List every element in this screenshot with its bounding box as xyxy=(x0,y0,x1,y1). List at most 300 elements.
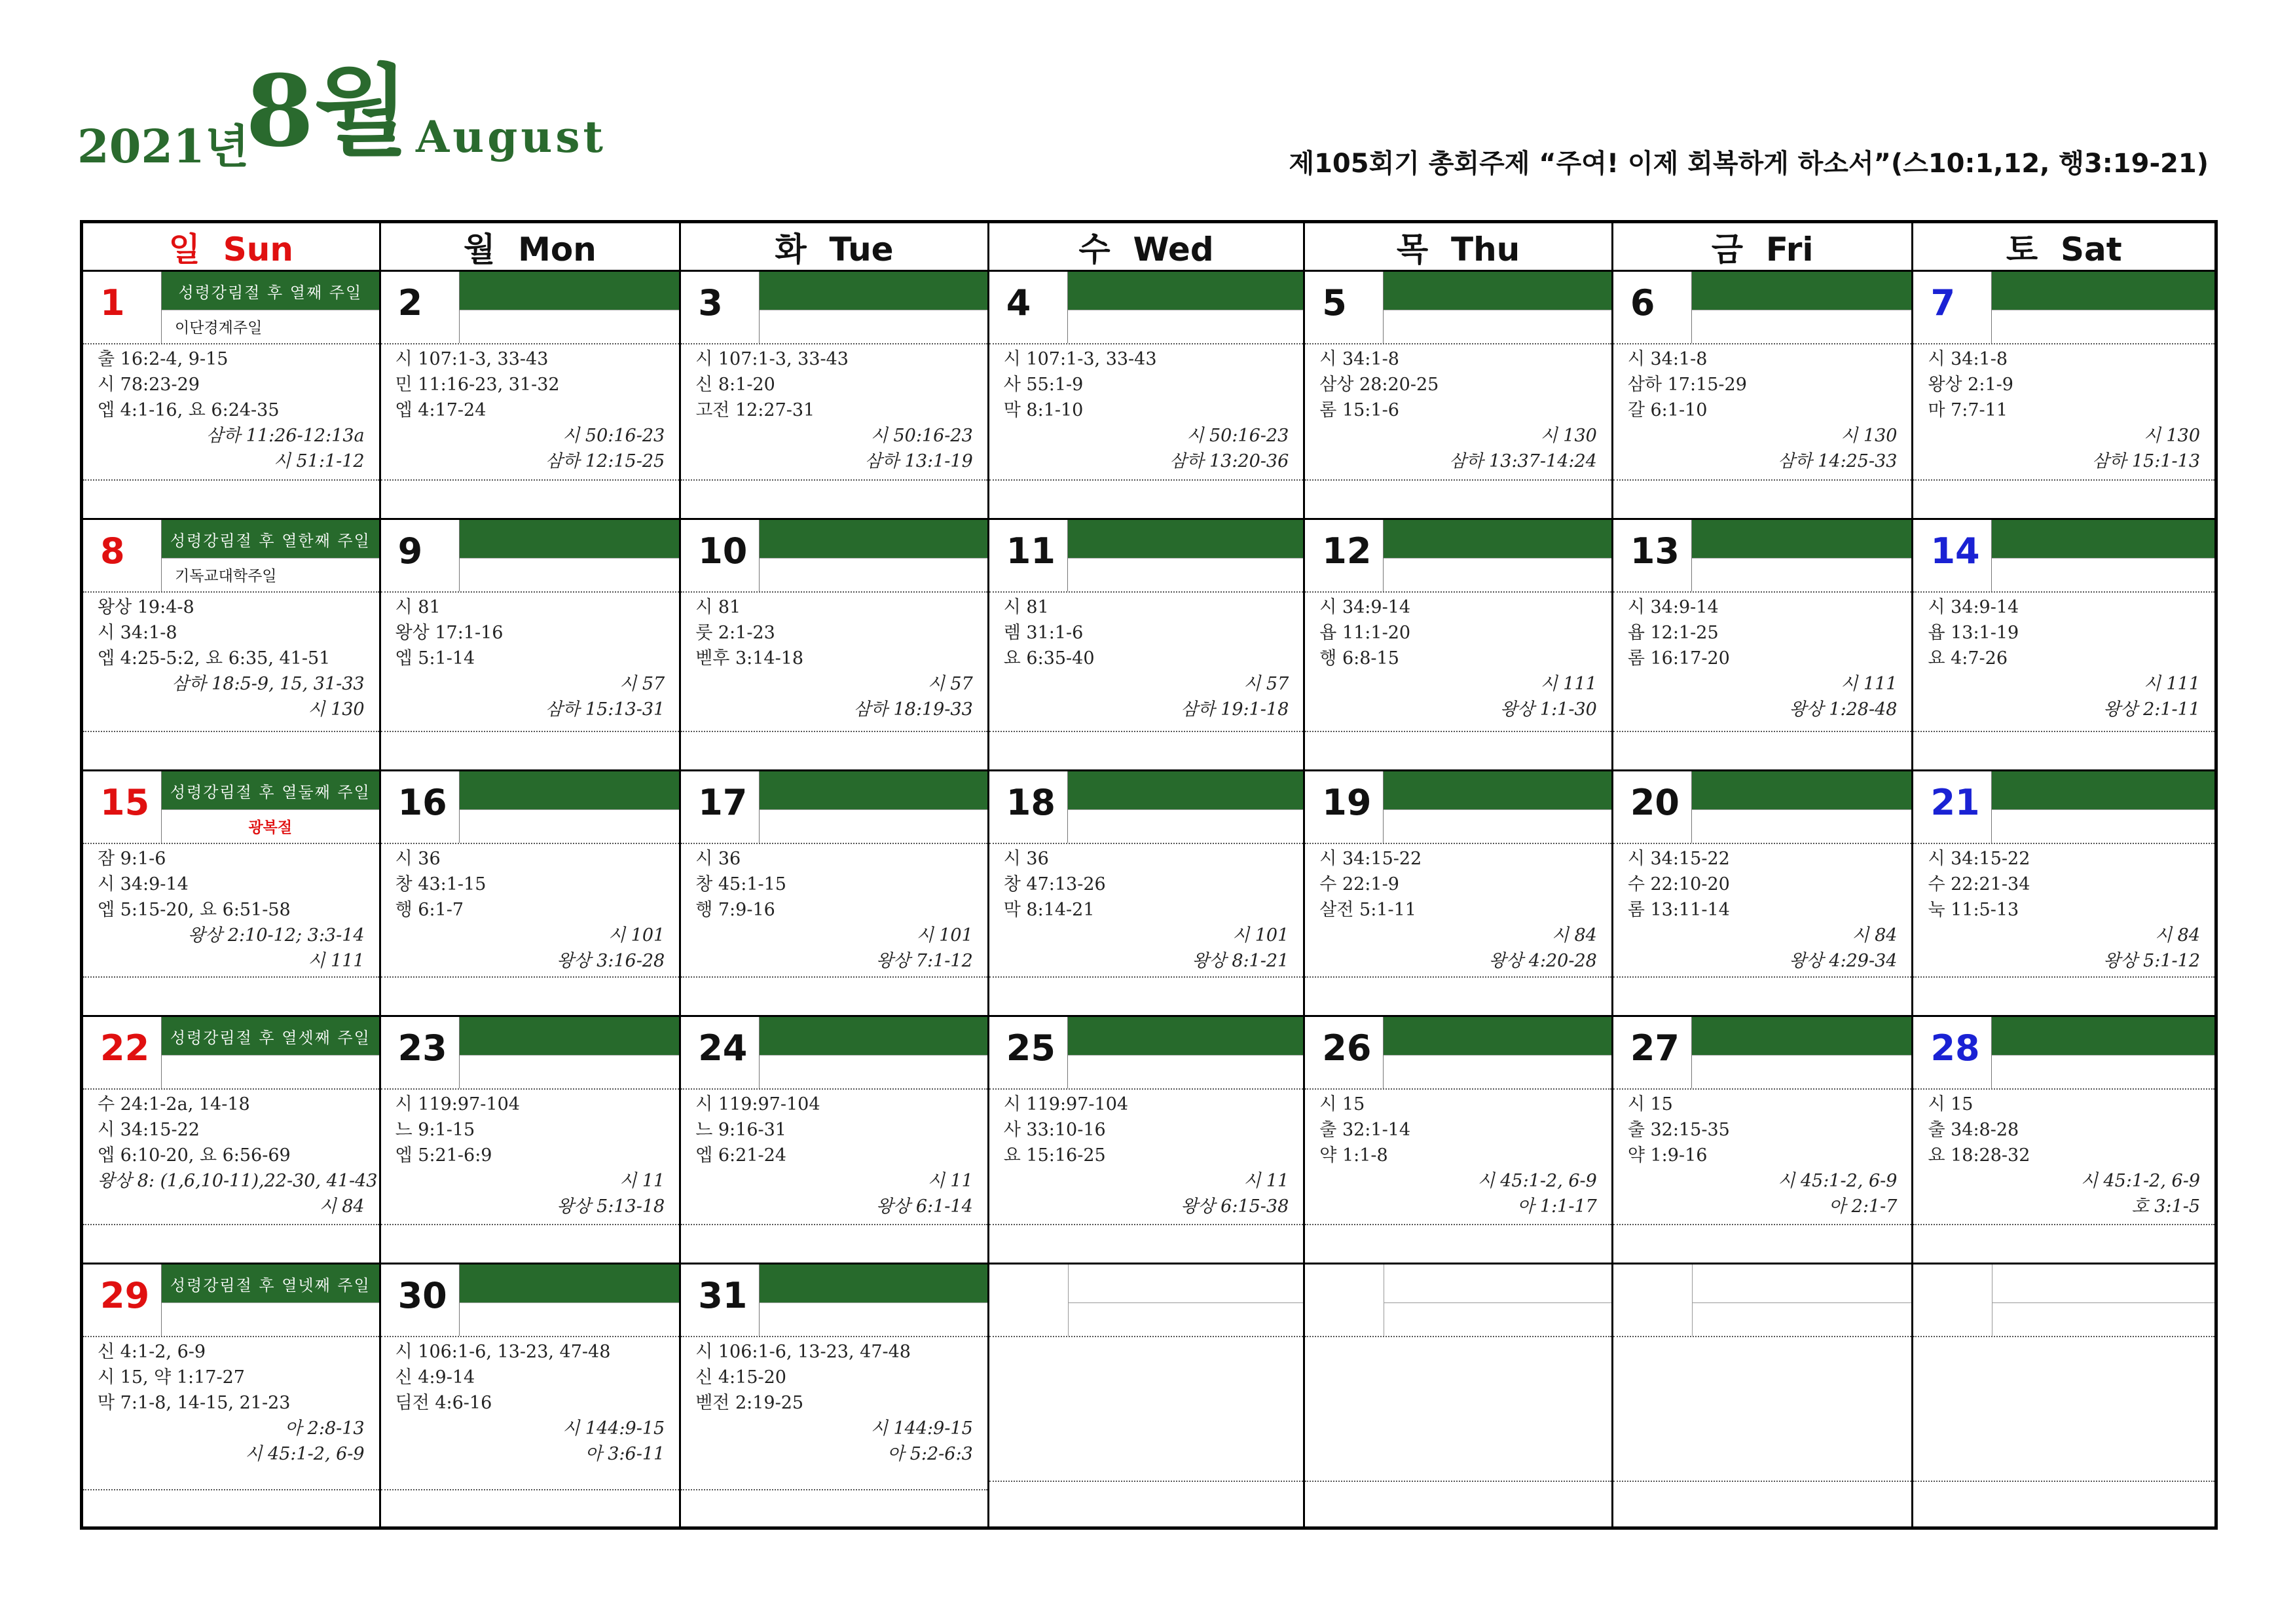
liturgy-bar xyxy=(460,771,680,809)
scripture-readings xyxy=(98,346,365,474)
reading-line: 창 47:13-26 xyxy=(1003,874,1106,895)
reading-line: 약 1:9-16 xyxy=(1627,1145,1708,1166)
dotted-divider xyxy=(381,343,680,344)
day-cell-29 xyxy=(83,1264,381,1530)
special-sunday-label: 이단경계주일 xyxy=(175,320,263,337)
reading-line: 막 8:1-10 xyxy=(1003,400,1084,420)
month-label: 8월 xyxy=(246,54,409,169)
day-number: 15 xyxy=(100,782,150,823)
dotted-divider xyxy=(83,1489,379,1490)
reading-line: 갈 6:1-10 xyxy=(1627,400,1708,420)
reading-line: 약 1:1-8 xyxy=(1319,1145,1388,1166)
reading-line-right: 삼하 13:1-19 xyxy=(864,451,973,471)
reading-line-right: 시 45:1-2, 6-9 xyxy=(245,1444,365,1464)
scripture-readings xyxy=(1628,595,1898,722)
reading-line-right: 왕상 4:29-34 xyxy=(1789,951,1898,971)
dotted-divider xyxy=(381,1489,680,1490)
dotted-divider xyxy=(1305,479,1611,481)
reading-line-right: 왕상 1:28-48 xyxy=(1789,699,1898,720)
reading-line: 시 34:9-14 xyxy=(1627,597,1719,618)
reading-line: 엡 4:17-24 xyxy=(395,400,487,420)
reading-line: 삼상 28:20-25 xyxy=(1319,375,1439,395)
reading-line-right: 왕상 8: (1,6,10-11),22-30, 41-43 xyxy=(98,1171,378,1191)
reading-line: 요 6:35-40 xyxy=(1003,648,1095,669)
reading-line: 사 33:10-16 xyxy=(1003,1120,1106,1140)
month-english-label: August xyxy=(416,111,606,162)
dotted-divider xyxy=(1613,1224,1912,1225)
reading-line-right: 시 111 xyxy=(1540,674,1597,694)
dotted-divider xyxy=(989,731,1304,732)
reading-line-right: 아 2:1-7 xyxy=(1829,1196,1898,1217)
liturgy-bar xyxy=(760,1017,987,1055)
cell-divider xyxy=(460,809,680,810)
dotted-divider xyxy=(381,1224,680,1225)
scripture-readings xyxy=(1928,1092,2200,1219)
reading-line: 시 119:97-104 xyxy=(395,1094,520,1115)
reading-line: 수 22:21-34 xyxy=(1928,874,2030,895)
day-number: 9 xyxy=(397,530,423,572)
reading-line: 시 81 xyxy=(1003,597,1049,618)
day-cell-21 xyxy=(1913,771,2214,1015)
reading-line-right: 왕상 2:10-12; 3:3-14 xyxy=(188,925,365,946)
reading-line: 창 45:1-15 xyxy=(695,874,786,895)
liturgy-label: 성령강림절 후 열한째 주일 xyxy=(170,531,371,550)
reading-line: 시 119:97-104 xyxy=(1003,1094,1129,1115)
dotted-divider xyxy=(989,976,1304,978)
scripture-readings xyxy=(395,1092,665,1219)
cell-divider xyxy=(1068,1302,1304,1303)
dotted-divider xyxy=(989,591,1304,593)
reading-line-right: 호 3:1-5 xyxy=(2131,1196,2201,1217)
scripture-readings xyxy=(1319,846,1597,974)
reading-line-right: 삼하 13:20-36 xyxy=(1169,451,1289,471)
reading-line: 수 22:10-20 xyxy=(1627,874,1730,895)
reading-line: 잠 9:1-6 xyxy=(98,849,166,869)
dotted-divider xyxy=(1613,843,1912,844)
dotted-divider xyxy=(1613,1088,1912,1090)
liturgy-bar xyxy=(1692,771,1912,809)
day-cell-3 xyxy=(681,272,989,518)
reading-line: 롬 16:17-20 xyxy=(1627,648,1730,669)
reading-line-right: 시 101 xyxy=(1232,925,1289,946)
reading-line: 막 8:14-21 xyxy=(1003,900,1095,920)
dotted-divider xyxy=(381,479,680,481)
scripture-readings xyxy=(1004,846,1289,974)
dotted-divider xyxy=(83,1088,379,1090)
reading-line-right: 아 1:1-17 xyxy=(1517,1196,1597,1217)
reading-line: 엡 6:21-24 xyxy=(695,1145,786,1166)
day-number: 22 xyxy=(100,1027,150,1069)
day-number: 19 xyxy=(1322,782,1372,823)
reading-line: 룻 2:1-23 xyxy=(695,623,775,643)
scripture-readings xyxy=(1928,346,2200,474)
liturgy-label: 성령강림절 후 열째 주일 xyxy=(178,283,363,302)
liturgy-bar xyxy=(1068,771,1304,809)
reading-line-right: 시 50:16-23 xyxy=(870,426,973,446)
day-cell-16 xyxy=(381,771,682,1015)
reading-line: 시 107:1-3, 33-43 xyxy=(1003,349,1157,369)
cell-divider xyxy=(1384,1302,1611,1303)
scripture-readings xyxy=(695,346,973,474)
dotted-divider xyxy=(1913,843,2214,844)
dotted-divider xyxy=(989,1336,1304,1337)
cell-divider xyxy=(760,558,987,559)
scripture-readings xyxy=(1004,346,1289,474)
reading-line-right: 삼하 18:19-33 xyxy=(853,699,973,720)
dotted-divider xyxy=(1913,1224,2214,1225)
reading-line: 롬 15:1-6 xyxy=(1319,400,1399,420)
empty-day-cell xyxy=(989,1264,1306,1530)
reading-line-right: 시 130 xyxy=(2143,426,2201,446)
cell-divider xyxy=(1992,1055,2214,1056)
liturgy-bar xyxy=(1692,1017,1912,1055)
day-number: 18 xyxy=(1006,782,1056,823)
day-cell-8 xyxy=(83,520,381,769)
reading-line: 시 15 xyxy=(1928,1094,1974,1115)
week-row xyxy=(83,1017,2214,1264)
reading-line: 시 34:1-8 xyxy=(98,623,177,643)
liturgy-bar xyxy=(760,771,987,809)
dotted-divider xyxy=(989,1088,1304,1090)
reading-line: 엡 4:1-16, 요 6:24-35 xyxy=(98,400,280,420)
dotted-divider xyxy=(1305,1336,1611,1337)
reading-line: 행 7:9-16 xyxy=(695,900,775,920)
reading-line: 눅 11:5-13 xyxy=(1928,900,2019,920)
day-number: 20 xyxy=(1630,782,1680,823)
day-number: 1 xyxy=(100,282,125,323)
liturgy-bar xyxy=(1384,771,1611,809)
weekday-header-row xyxy=(83,223,2214,272)
day-number: 14 xyxy=(1930,530,1980,572)
reading-line-right: 시 111 xyxy=(2143,674,2201,694)
dotted-divider xyxy=(1613,976,1912,978)
reading-line-right: 왕상 2:1-11 xyxy=(2103,699,2201,720)
dotted-divider xyxy=(1913,731,2214,732)
reading-line: 엡 5:15-20, 요 6:51-58 xyxy=(98,900,291,920)
reading-line-right: 시 130 xyxy=(308,699,365,720)
dotted-divider xyxy=(681,1336,987,1337)
scripture-readings xyxy=(1319,346,1597,474)
dotted-divider xyxy=(1613,731,1912,732)
dotted-divider xyxy=(681,1489,987,1490)
reading-line: 벧후 3:14-18 xyxy=(695,648,804,669)
reading-line: 시 34:1-8 xyxy=(1928,349,2008,369)
scripture-readings xyxy=(395,846,665,974)
week-row xyxy=(83,1264,2214,1530)
cell-divider xyxy=(460,558,680,559)
weekday-header-5: 금 Fri xyxy=(1613,223,1914,270)
reading-line: 신 4:9-14 xyxy=(395,1367,475,1388)
day-number: 24 xyxy=(698,1027,748,1069)
reading-line: 엡 5:1-14 xyxy=(395,648,475,669)
weekday-header-4: 목 Thu xyxy=(1305,223,1613,270)
reading-line: 벧전 2:19-25 xyxy=(695,1393,804,1413)
cell-divider xyxy=(1068,558,1304,559)
liturgy-bar xyxy=(760,520,987,558)
reading-line-right: 시 45:1-2, 6-9 xyxy=(2080,1171,2201,1191)
reading-line-right: 시 144:9-15 xyxy=(870,1418,973,1439)
cell-divider xyxy=(1992,809,2214,810)
day-cell-22 xyxy=(83,1017,381,1263)
cell-divider xyxy=(1068,809,1304,810)
liturgy-bar xyxy=(760,272,987,310)
dotted-divider xyxy=(381,731,680,732)
reading-line-right: 시 130 xyxy=(1841,426,1898,446)
day-cell-2 xyxy=(381,272,682,518)
reading-line: 롬 13:11-14 xyxy=(1627,900,1730,920)
reading-line: 시 107:1-3, 33-43 xyxy=(395,349,549,369)
reading-line: 요 15:16-25 xyxy=(1003,1145,1106,1166)
scripture-readings xyxy=(395,595,665,722)
day-cell-12 xyxy=(1305,520,1613,769)
dotted-divider xyxy=(1305,731,1611,732)
cell-divider xyxy=(1692,809,1912,810)
cell-divider xyxy=(1992,1302,2214,1303)
day-number: 29 xyxy=(100,1275,150,1316)
day-number: 23 xyxy=(397,1027,447,1069)
cell-divider xyxy=(460,1302,680,1303)
reading-line: 엡 5:21-6:9 xyxy=(395,1145,492,1166)
dotted-divider xyxy=(1305,976,1611,978)
day-number: 27 xyxy=(1630,1027,1680,1069)
cell-divider xyxy=(1692,1055,1912,1056)
reading-line-right: 시 84 xyxy=(319,1196,365,1217)
dotted-divider xyxy=(83,731,379,732)
reading-line: 욥 12:1-25 xyxy=(1627,623,1719,643)
reading-line-right: 왕상 3:16-28 xyxy=(557,951,665,971)
cell-divider xyxy=(760,1055,987,1056)
dotted-divider xyxy=(1613,1481,1912,1482)
dotted-divider xyxy=(1305,1088,1611,1090)
day-number: 5 xyxy=(1322,282,1347,323)
cell-divider xyxy=(162,1055,379,1056)
scripture-readings xyxy=(98,595,365,722)
reading-line: 시 34:15-22 xyxy=(98,1120,200,1140)
reading-line-right: 시 84 xyxy=(2154,925,2201,946)
reading-line: 시 34:15-22 xyxy=(1928,849,2030,869)
dotted-divider xyxy=(1305,591,1611,593)
reading-line-right: 시 11 xyxy=(619,1171,665,1191)
theme-text: 제105회기 총회주제 “주여! 이제 회복하게 하소서”(스10:1,12, 행3:19-21) xyxy=(1289,149,2209,179)
day-cell-7 xyxy=(1913,272,2214,518)
reading-line-right: 시 57 xyxy=(1243,674,1289,694)
reading-line-right: 시 84 xyxy=(1852,925,1898,946)
reading-line: 창 43:1-15 xyxy=(395,874,487,895)
reading-line-right: 아 5:2-6:3 xyxy=(887,1444,973,1464)
reading-line-right: 왕상 5:1-12 xyxy=(2103,951,2201,971)
reading-line: 욥 13:1-19 xyxy=(1928,623,2019,643)
cell-divider xyxy=(460,1055,680,1056)
day-cell-1 xyxy=(83,272,381,518)
reading-line: 시 15 xyxy=(1319,1094,1365,1115)
reading-line-right: 왕상 7:1-12 xyxy=(876,951,973,971)
day-number: 25 xyxy=(1006,1027,1056,1069)
reading-line: 시 106:1-6, 13-23, 47-48 xyxy=(695,1342,911,1362)
reading-line-right: 삼하 14:25-33 xyxy=(1778,451,1898,471)
cell-divider xyxy=(760,809,987,810)
reading-line: 시 34:15-22 xyxy=(1627,849,1730,869)
liturgy-bar xyxy=(460,520,680,558)
day-cell-20 xyxy=(1613,771,1914,1015)
scripture-readings xyxy=(98,1339,365,1467)
reading-line: 출 32:15-35 xyxy=(1627,1120,1730,1140)
reading-line: 엡 6:10-20, 요 6:56-69 xyxy=(98,1145,291,1166)
reading-line: 살전 5:1-11 xyxy=(1319,900,1416,920)
day-cell-26 xyxy=(1305,1017,1613,1263)
dotted-divider xyxy=(1305,343,1611,344)
day-cell-27 xyxy=(1613,1017,1914,1263)
dotted-divider xyxy=(1613,1336,1912,1337)
dotted-divider xyxy=(681,591,987,593)
reading-line: 왕상 17:1-16 xyxy=(395,623,504,643)
dotted-divider xyxy=(1305,843,1611,844)
dotted-divider xyxy=(681,479,987,481)
day-cell-5 xyxy=(1305,272,1613,518)
reading-line: 막 7:1-8, 14-15, 21-23 xyxy=(98,1393,291,1413)
weekday-header-0: 일 Sun xyxy=(83,223,381,270)
week-row xyxy=(83,520,2214,771)
dotted-divider xyxy=(83,591,379,593)
cell-divider xyxy=(1068,1264,1069,1336)
scripture-readings xyxy=(1928,846,2200,974)
day-cell-15 xyxy=(83,771,381,1015)
year-label: 2021년 xyxy=(77,119,249,174)
dotted-divider xyxy=(989,843,1304,844)
reading-line: 욥 11:1-20 xyxy=(1319,623,1411,643)
reading-line: 시 15 xyxy=(1627,1094,1673,1115)
liturgy-bar xyxy=(460,1264,680,1302)
liturgy-label: 성령강림절 후 열둘째 주일 xyxy=(170,783,371,802)
cell-divider xyxy=(162,1302,379,1303)
liturgy-bar xyxy=(1068,272,1304,310)
dotted-divider xyxy=(1913,1336,2214,1337)
reading-line: 시 36 xyxy=(695,849,741,869)
liturgy-bar xyxy=(760,1264,987,1302)
day-number: 8 xyxy=(100,530,125,572)
day-number: 12 xyxy=(1322,530,1372,572)
scripture-readings xyxy=(1004,1092,1289,1219)
liturgy-bar xyxy=(1384,520,1611,558)
dotted-divider xyxy=(83,479,379,481)
scripture-readings xyxy=(1004,595,1289,722)
day-cell-28 xyxy=(1913,1017,2214,1263)
scripture-readings xyxy=(695,1339,973,1467)
reading-line: 시 34:1-8 xyxy=(1319,349,1399,369)
dotted-divider xyxy=(1613,479,1912,481)
liturgy-bar xyxy=(1384,1017,1611,1055)
scripture-readings xyxy=(695,595,973,722)
dotted-divider xyxy=(1913,591,2214,593)
liturgy-bar xyxy=(1992,771,2214,809)
scripture-readings xyxy=(695,846,973,974)
reading-line: 시 34:9-14 xyxy=(1928,597,2019,618)
dotted-divider xyxy=(1613,591,1912,593)
reading-line: 수 22:1-9 xyxy=(1319,874,1399,895)
reading-line: 요 4:7-26 xyxy=(1928,648,2008,669)
cell-divider xyxy=(1068,1055,1304,1056)
dotted-divider xyxy=(989,1481,1304,1482)
reading-line-right: 시 130 xyxy=(1540,426,1597,446)
day-cell-13 xyxy=(1613,520,1914,769)
day-number: 26 xyxy=(1322,1027,1372,1069)
reading-line: 신 4:1-2, 6-9 xyxy=(98,1342,206,1362)
weekday-header-1: 월 Mon xyxy=(381,223,682,270)
dotted-divider xyxy=(1613,343,1912,344)
scripture-readings xyxy=(98,846,365,974)
reading-line: 시 107:1-3, 33-43 xyxy=(695,349,849,369)
reading-line: 출 32:1-14 xyxy=(1319,1120,1411,1140)
reading-line-right: 왕상 6:1-14 xyxy=(876,1196,973,1217)
reading-line: 느 9:16-31 xyxy=(695,1120,786,1140)
dotted-divider xyxy=(381,1336,680,1337)
dotted-divider xyxy=(681,731,987,732)
dotted-divider xyxy=(83,1336,379,1337)
dotted-divider xyxy=(681,343,987,344)
reading-line-right: 시 11 xyxy=(1243,1171,1289,1191)
scripture-readings xyxy=(695,1092,973,1219)
liturgy-bar xyxy=(460,1017,680,1055)
day-cell-17 xyxy=(681,771,989,1015)
reading-line: 출 16:2-4, 9-15 xyxy=(98,349,229,369)
day-cell-4 xyxy=(989,272,1306,518)
dotted-divider xyxy=(83,343,379,344)
scripture-readings xyxy=(1319,595,1597,722)
calendar-grid xyxy=(80,220,2218,1530)
weekday-header-3: 수 Wed xyxy=(989,223,1306,270)
empty-day-cell xyxy=(1913,1264,2214,1530)
reading-line: 시 119:97-104 xyxy=(695,1094,820,1115)
reading-line: 요 18:28-32 xyxy=(1928,1145,2030,1166)
reading-line: 왕상 2:1-9 xyxy=(1928,375,2013,395)
reading-line: 시 36 xyxy=(395,849,441,869)
cell-divider xyxy=(1384,1055,1611,1056)
reading-line: 시 78:23-29 xyxy=(98,375,200,395)
day-cell-10 xyxy=(681,520,989,769)
day-cell-9 xyxy=(381,520,682,769)
day-cell-31 xyxy=(681,1264,989,1530)
reading-line: 사 55:1-9 xyxy=(1003,375,1084,395)
cell-divider xyxy=(1992,558,2214,559)
liturgy-bar xyxy=(1384,272,1611,310)
day-cell-24 xyxy=(681,1017,989,1263)
scripture-readings xyxy=(395,346,665,474)
reading-line-right: 시 57 xyxy=(927,674,973,694)
reading-line-right: 시 50:16-23 xyxy=(562,426,665,446)
dotted-divider xyxy=(681,1088,987,1090)
week-row xyxy=(83,771,2214,1017)
dotted-divider xyxy=(381,843,680,844)
empty-day-cell xyxy=(1613,1264,1914,1530)
reading-line: 행 6:1-7 xyxy=(395,900,464,920)
day-number: 21 xyxy=(1930,782,1980,823)
reading-line-right: 시 11 xyxy=(927,1171,973,1191)
reading-line: 행 6:8-15 xyxy=(1319,648,1399,669)
dotted-divider xyxy=(1913,976,2214,978)
reading-line-right: 삼하 15:1-13 xyxy=(2092,451,2201,471)
reading-line-right: 시 101 xyxy=(916,925,973,946)
dotted-divider xyxy=(381,591,680,593)
dotted-divider xyxy=(1913,1088,2214,1090)
reading-line: 렘 31:1-6 xyxy=(1003,623,1084,643)
reading-line: 신 8:1-20 xyxy=(695,375,775,395)
dotted-divider xyxy=(83,1224,379,1225)
cell-divider xyxy=(760,1302,987,1303)
special-sunday-label: 기독교대학주일 xyxy=(175,568,277,585)
cell-divider xyxy=(1692,1302,1912,1303)
dotted-divider xyxy=(989,479,1304,481)
dotted-divider xyxy=(681,1224,987,1225)
dotted-divider xyxy=(681,843,987,844)
